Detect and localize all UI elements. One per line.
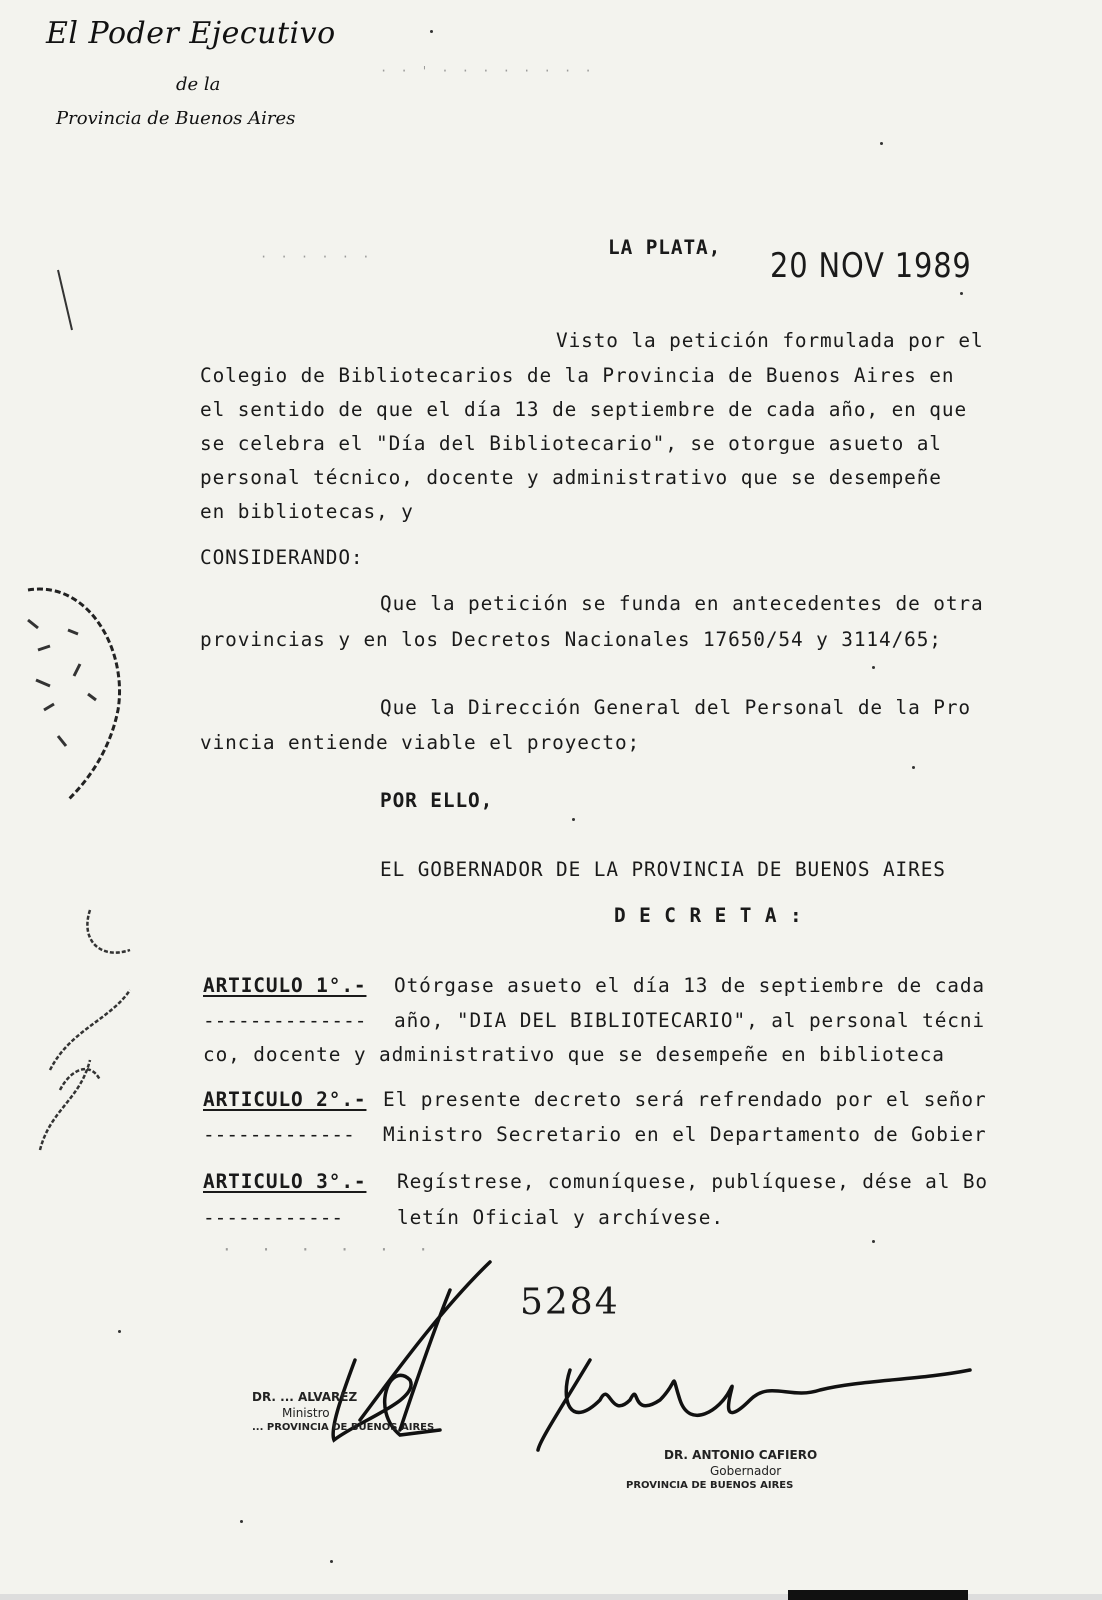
scan-edge-mark <box>788 1590 968 1600</box>
considerando-2-line-2: vincia entiende viable el proyecto; <box>200 731 641 754</box>
article-2-dashes: ------------- <box>203 1123 355 1146</box>
date-stamp: 20 NOV 1989 <box>770 246 972 286</box>
article-2-line-2: Ministro Secretario en el Departamento de Gobier <box>383 1123 987 1146</box>
minister-caption-province: ... PROVINCIA DE BUENOS AIRES <box>252 1422 435 1433</box>
scan-speck <box>572 818 575 821</box>
visto-line-5: personal técnico, docente y administrativo que se desempeñe <box>200 466 942 489</box>
scan-speck <box>240 1520 243 1523</box>
article-1-label: ARTICULO 1°.- <box>203 974 367 997</box>
scan-speck <box>430 30 433 33</box>
minister-caption-title: Ministro <box>282 1406 330 1420</box>
faint-stamp-residue: · · ' · · · · · · · · <box>380 64 595 78</box>
visto-line-6: en bibliotecas, y <box>200 500 414 523</box>
article-1-line-3: co, docente y administrativo que se desempeñe en biblioteca <box>203 1043 945 1066</box>
scan-speck <box>118 1330 121 1333</box>
scan-speck <box>872 1240 875 1243</box>
article-2-label: ARTICULO 2°.- <box>203 1088 367 1111</box>
article-3-dashes: ------------ <box>203 1206 344 1229</box>
governor-caption-province: PROVINCIA DE BUENOS AIRES <box>626 1480 794 1491</box>
minister-signature-icon <box>300 1250 530 1450</box>
marginal-handwriting-icon <box>20 900 170 1170</box>
article-3-line-2: letín Oficial y archívese. <box>397 1206 724 1229</box>
por-ello: POR ELLO, <box>380 789 494 812</box>
place: LA PLATA, <box>608 236 722 259</box>
considerando-1-line-1: Que la petición se funda en antecedentes de otra <box>380 592 984 615</box>
considerando-1-line-2: provincias y en los Decretos Nacionales 17650/54 y 3114/65; <box>200 628 942 651</box>
considerando-heading: CONSIDERANDO: <box>200 546 364 569</box>
article-1-line-2: año, "DIA DEL BIBLIOTECARIO", al personal técni <box>394 1009 985 1032</box>
visto-line-2: Colegio de Bibliotecarios de la Provincia de Buenos Aires en <box>200 364 955 387</box>
article-3-label: ARTICULO 3°.- <box>203 1170 367 1193</box>
faint-stamp-residue: · · · · · · <box>260 250 373 264</box>
decreta-heading: D E C R E T A : <box>614 904 803 927</box>
faint-stamp-residue: · · · · · · <box>222 1240 438 1259</box>
letterhead-de-la: de la <box>176 74 221 95</box>
governor-caption-name: DR. ANTONIO CAFIERO <box>664 1448 818 1462</box>
letterhead-title: El Poder Ejecutivo <box>46 16 336 51</box>
considerando-2-line-1: Que la Dirección General del Personal de la Pro <box>380 696 971 719</box>
governor-signature-icon <box>520 1340 990 1460</box>
circular-stamp-icon <box>8 560 138 810</box>
visto-line-3: el sentido de que el día 13 de septiembre de cada año, en que <box>200 398 968 421</box>
minister-caption-name: DR. ... ALVAREZ <box>252 1390 358 1404</box>
gobernador-heading: EL GOBERNADOR DE LA PROVINCIA DE BUENOS AIRES <box>380 858 946 881</box>
scan-speck <box>960 292 963 295</box>
decree-number: 5284 <box>520 1282 620 1323</box>
margin-mark-icon <box>50 260 90 340</box>
governor-caption-title: Gobernador <box>710 1464 782 1478</box>
visto-line-4: se celebra el "Día del Bibliotecario", se otorgue asueto al <box>200 432 942 455</box>
letterhead-province: Provincia de Buenos Aires <box>56 108 296 129</box>
scan-speck <box>880 142 883 145</box>
scan-speck <box>330 1560 333 1563</box>
article-1-line-1: Otórgase asueto el día 13 de septiembre de cada <box>394 974 985 997</box>
scan-speck <box>872 666 875 669</box>
scan-speck <box>912 766 915 769</box>
article-1-dashes: -------------- <box>203 1009 367 1032</box>
visto-line-1: Visto la petición formulada por el <box>556 329 984 352</box>
article-3-line-1: Regístrese, comuníquese, publíquese, dése al Bo <box>397 1170 988 1193</box>
article-2-line-1: El presente decreto será refrendado por el señor <box>383 1088 987 1111</box>
